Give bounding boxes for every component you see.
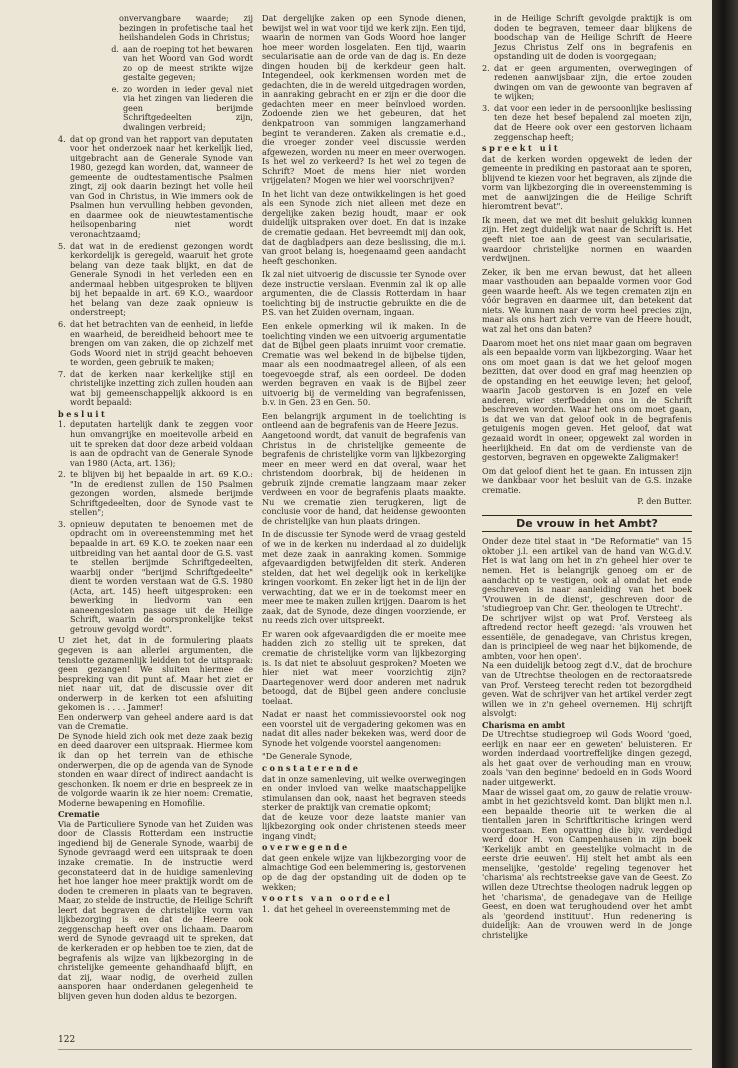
paragraph: De Utrechtse studiegroep wil Gods Woord 'goed, eerlijk en naar eer en geweten' beluisteren. Er worden inderdaad voortreffelijke dingen gezegd, als het gaat over de verhouding man en vrouw, zoals 'van den beginne' bedoeld en in Gods Woord nader uitgewerkt. bbox=[482, 729, 692, 788]
page-number: 122 bbox=[58, 1035, 76, 1045]
paragraph: Er waren ook afgevaardigden die er moeite mee hadden zich zo stellig uit te spreken, dat crematie de christelijke vorm van lijkbezorging is. Is dat niet te absoluut gesproken? Moeten we hier niet wat meer voorzichtig zijn? Daartegenover werd door anderen met nadruk betoogd, dat de Bijbel geen andere conclusie toelaat. bbox=[262, 628, 466, 706]
section-heading: Charisma en ambt bbox=[482, 719, 566, 730]
list-item: 2. te blijven bij het bepaalde in art. 69 K.O.: "In de eredienst zullen de 150 Psalmen gezongen worden, alsmede berijmde Schriftgedeelten, door de Synode vast te stellen"; bbox=[58, 469, 253, 518]
list-item: 1. deputaten hartelijk dank te zeggen voor hun omvangrijke en moeitevolle arbeid en uit te spreken dat door deze arbeid voldaan is aan de opdracht van de Generale Synode van 1980 (Acta, art. 136); bbox=[58, 419, 253, 468]
paragraph: Een onderwerp van geheel andere aard is dat van de Crematie. bbox=[58, 711, 253, 732]
paragraph: "De Generale Synode, bbox=[262, 751, 353, 762]
paragraph: Ik meen, dat we met dit besluit gelukkig kunnen zijn. Het zegt duidelijk wat naar de Schrift is. Het geeft niet toe aan de geest van secularisatie, waardoor christelijke normen en waarden verdwijnen. bbox=[482, 214, 692, 264]
besluit-label: besluit bbox=[58, 408, 108, 419]
paragraph: Daarom moet het ons niet maar gaan om begraven als een bepaalde vorm van lijkbezorging. Waar het ons om moet gaan is dat we het geloof mogen bezitten, dat over dood en graf mag heenzien op de opstanding en het eeuwige leven; het geloof, waarin Jacob gestorven is en Jozef en vele anderen, wier sterfbedden ons in de Schrift beschreven worden. Waar het ons om moet gaan, is dat we van dat geloof ook in de begrafenis getuigenis mogen geven. Het geloof, dat wat gezaaid wordt in oneer, opgewekt zal worden in heerlijkheid. En dat om de verdienste van de gestorven, begraven en opgewekte Zaligmaker! bbox=[482, 337, 692, 463]
paragraph: Onder deze titel staat in "De Reformatie" van 15 oktober j.l. een artikel van de hand van W.G.d.V. Het is wat lang om het in z'n geheel hier over te nemen. Het is belangrijk genoeg om er de aandacht op te vestigen, ook al omdat het ende geschreven is naar aanleiding van het boek 'Vrouwen in de dienst', geschreven door de 'studiegroep van Chr. Ger. theologen te Utrecht'. bbox=[482, 536, 692, 614]
list-item: 4. dat op grond van het rapport van deputaten voor het onderzoek naar het kerkelijk lied, uitgebracht aan de Generale Synode van 1980, gezegd kan worden, dat, wanneer de gemeente de oudtestamentische Psalmen zingt, zij ook daarin bezingt het volle heil van God in Christus, in Wie immers ook de Psalmen hun vervulling hebben gevonden, en daarmee ook de nieuwtestamentische heilsopenbaring niet wordt veronachtzaamd; bbox=[58, 133, 253, 240]
list-item: onvervangbare waarde; zij bezingen in profetische taal het heilshandelen Gods in Christus; bbox=[119, 13, 253, 43]
paragraph: In de discussie ter Synode werd de vraag gesteld of we in de kerken nu inderdaad al zo duidelijk met deze zaak in aanraking komen. Sommige afgevaardigden betwijfelden dit sterk. Anderen stelden, dat het wel degelijk ook in kerkelijke kringen voorkomt. En zeker ligt het in de lijn der verwachting, dat we er in de toekomst meer en meer mee te maken zullen krijgen. Daarom is het zaak, dat de Synode, deze dingen voorziende, er nu reeds zich over uitspreekt. bbox=[262, 529, 466, 626]
paragraph: dat geen enkele wijze van lijkbezorging voor de almachtige God een belemmering is, gestorvenen op de dag der opstanding uit de doden op te wekken; bbox=[262, 852, 466, 892]
paragraph: dat in onze samenleving, uit welke overwegingen en onder invloed van welke maatschappelijke stimulansen dan ook, naast het begraven steeds sterker de praktijk van crematie opkomt; bbox=[262, 773, 466, 813]
paragraph: Na een duidelijk betoog zegt d.V., dat de brochure van de Utrechtse theologen en de rectoraatsrede van Prof. Versteeg terecht reden tot bezorgdheid geven. Wat de schrijver van het artikel verder zegt willen we in z'n geheel overnemen. Hij schrijft alsvolgt: bbox=[482, 660, 692, 719]
paragraph: Een belangrijk argument in de toelichting is ontleend aan de begrafenis van de Heere Jezus. bbox=[262, 410, 466, 431]
list-item: 1. dat het geheel in overeenstemming met de bbox=[262, 903, 451, 914]
paragraph: Zeker, ik ben me ervan bewust, dat het alleen maar vasthouden aan bepaalde vormen voor God geen waarde heeft. Als we tegen crematen zijn en vóór begraven en daarmee uit, dan betekent dat niets. We kunnen naar de vorm heel precies zijn, maar als ons hart zich verre van de Heere houdt, wat zal het ons dan baten? bbox=[482, 266, 692, 334]
list-item: 3. dat voor een ieder in de persoonlijke beslissing ten deze het besef bepalend zal moeten zijn, dat de Heere ook over een gestorven lichaam zeggenschap heeft; bbox=[482, 102, 692, 142]
spreekt-uit-label: spreekt uit bbox=[482, 143, 561, 154]
overwegende-label: overwegende bbox=[262, 842, 350, 853]
list-item: 5. dat wat in de eredienst gezongen wordt kerkordelijk is geregeld, waaruit het grote belang van deze taak blijkt, en dat de Generale Synodi in het verleden een en andermaal hebben uitgesproken te blijven bij het bepaalde in art. 69 K.O., waardoor het belang van deze zaak opnieuw is onderstreept; bbox=[58, 240, 253, 318]
paragraph: Maar de wissel gaat om, zo gauw de relatie vrouw-ambt in het gezichtsveld komt. Dan blijkt men n.l. een bepaalde theorie uit te werken die al tientallen jaren in Schriftkritische kringen werd voorgestaan. Een opvatting die bijv. verdedigd werd door H. von Campenhausen in zijn boek 'Kerkelijk ambt en geestelijke volmacht in de eerste drie eeuwen'. Hij stelt het ambt als een menselijke, 'gestolde' regeling tegenover het 'charisma' als rechtstreekse gave van de Geest. Zo willen deze Utrechtse theologen nadruk leggen op het 'charisma', de genadegave van de Heilige Geest, en doen wat terughoudend over het ambt als 'geordend instituut'. Hun redenering is duidelijk: Aan de vrouwen werd in de jonge christelijke bbox=[482, 786, 692, 940]
column-2 bbox=[262, 14, 466, 916]
list-item: 7. dat de kerken naar kerkelijke stijl en christelijke inzetting zich zullen houden aan wat bij gemeenschappelijk akkoord is en wordt bepaald: bbox=[58, 368, 253, 408]
bottom-divider bbox=[58, 1049, 692, 1050]
paragraph: In het licht van deze ontwikkelingen is het goed als een Synode zich niet alleen met deze en dergelijke zaken bezig houdt, maar er ook duidelijk uitspraken over doet. En dat is inzake de crematie gedaan. Het bevreemdt mij dan ook, dat de dagbladpers aan deze beslissing, die m.i. van groot belang is, hoegenaamd geen aandacht heeft geschonken. bbox=[262, 188, 466, 266]
column-1 bbox=[58, 14, 253, 1001]
column-3 bbox=[482, 14, 692, 940]
paragraph: Een enkele opmerking wil ik maken. In de toelichting vinden we een uitvoerig argumentatie dat de Bijbel geen plaats inruimt voor crematie. Crematie was wel bekend in de bijbelse tijden, maar als een noodmaatregel alleen, of als een toegevoegde straf, als een oordeel. De doden werden begraven en vaak is de Bijbel zeer uitvoerig bij de vermelding van begrafenissen, b.v. in Gen. 23 en Gen. 50. bbox=[262, 320, 466, 408]
list-item: in de Heilige Schrift gevolgde praktijk is om doden te begraven, temeer daar blijkens de boodschap van de Heilige Schrift de Heere Jezus Christus Zelf ons in begrafenis en opstanding uit de doden is voorgegaan; bbox=[494, 13, 692, 62]
paragraph: U ziet het, dat in de formulering plaats gegeven is aan allerlei argumenten, die tenslotte gezamenlijk leidden tot de uitspraak: geen gezangen! We sluiten hiermee de bespreking van dit punt af. Maar het ziet er niet naar uit, dat de discussie over dit onderwerp in de kerken tot een afsluiting gekomen is . . . . Jammer! bbox=[58, 635, 253, 713]
section-heading: Crematie bbox=[58, 809, 100, 820]
paragraph: Via de Particuliere Synode van het Zuiden was door de Classis Rotterdam een instructie ingediend bij de Generale Synode, waarbij de Synode gevraagd werd een uitspraak te doen inzake crematie. In de instructie werd geconstateerd dat in de huidige samenleving het hoe langer hoe meer praktijk wordt om de doden te cremeren in plaats van te begraven. Maar, zo stelde de instructie, de Heilige Schrift leert dat begraven de christelijke vorm van lijkbezorging is en dat de Heere ook zeggenschap heeft over ons lichaam. Daarom werd de Synode gevraagd uit te spreken, dat de kerkeraden er op hebben toe te zien, dat de begrafenis als wijze van lijkbezorging in de christelijke gemeente gehandhaafd blijft, en dat zij, waar nodig, de overheid zullen aansporen haar onderdanen gelegenheid te blijven geven hun doden aldus te bezorgen. bbox=[58, 818, 253, 1001]
voorts-label: voorts van oordeel bbox=[262, 893, 393, 904]
list-item: 3. opnieuw deputaten te benoemen met de opdracht om in overeenstemming met het bepaalde in art. 69 K.O. te zoeken naar een uitbreiding van het aantal door de G.S. vast te stellen berijmde Schriftgedeelten, waarbij onder "berijmd Schriftgedeelte" dient te worden verstaan wat de G.S. 1980 (Acta, art. 145) heeft uitgesproken: een bewerking in liedvorm van een aaneengesloten passage uit de Heilige Schrift, waarin de oorspronkelijke tekst getrouw gevolgd wordt". bbox=[58, 518, 253, 634]
book-spine bbox=[712, 0, 738, 1068]
paragraph: De Synode hield zich ook met deze zaak bezig en deed daarover een uitspraak. Hiermee kom ik dan op het terrein van de ethische onderwerpen, die op de agenda van de Synode stonden en waar direct of indirect aandacht is geschonken. Ik noem er drie en bespreek ze in de volgorde waarin ik ze hier noem: Crematie, Moderne bewapening en Homofilie. bbox=[58, 730, 253, 808]
author-signature: P. den Butter. bbox=[637, 496, 692, 507]
paragraph: Aangetoond wordt, dat vanuit de begrafenis van Christus in de christelijke gemeente de begrafenis de christelijke vorm van lijkbezorging meer en meer werd en dat overal, waar het christendom doorbrak, bij de heidenen in gebruik zijnde crematie langzaam maar zeker verdween en voor de begrafenis plaats maakte. Nu we crematie zien terugkeren, ligt de conclusie voor de hand, dat heidense gewoonten de christelijke van hun plaats dringen. bbox=[262, 429, 466, 526]
paragraph: Ik zal niet uitvoerig de discussie ter Synode over deze instructie verslaan. Evenmin zal ik op alle argumenten, die de Classis Rotterdam in haar toelichting bij de instructie gebruikte en die de P.S. van het Zuiden overnam, ingaan. bbox=[262, 269, 466, 318]
constaterende-label: constaterende bbox=[262, 763, 361, 774]
list-item: d. aan de roeping tot het bewaren van het Woord van God wordt zo op de meest strikte wijze gestalte gegeven; bbox=[111, 43, 253, 83]
article-title: De vrouw in het Ambt? bbox=[482, 515, 692, 533]
paragraph: Om dat geloof dient het te gaan. En intussen zijn we dankbaar voor het besluit van de G.S. inzake crematie. bbox=[482, 465, 692, 495]
list-item: 6. dat het betrachten van de eenheid, in liefde en waarheid, de bereidheid behoort mee te brengen om van zaken, die op zichzelf met Gods Woord niet in strijd geacht behoeven te worden, geen gebruik te maken; bbox=[58, 318, 253, 368]
paragraph: Nadat er naast het commissievoorstel ook nog een voorstel uit de vergadering gekomen was en nadat dit alles nader bekeken was, werd door de Synode het volgende voorstel aangenomen: bbox=[262, 709, 466, 748]
paragraph: De schrijver wijst op wat Prof. Versteeg als aftredend rector heeft gezegd: 'als vrouwen het essentiële, de genadegave, van Christus kregen, dan is principieel de weg naar het bijkomende, de ambten, voor hen open'. bbox=[482, 612, 692, 661]
paragraph: Dat dergelijke zaken op een Synode dienen, bewijst wel in wat voor tijd we kerk zijn. Een tijd, waarin de normen van Gods Woord hoe langer hoe meer worden losgelaten. Een tijd, waarin secularisatie aan de orde van de dag is. En deze dingen houden bij de kerkdeur geen halt. Integendeel, ook kerkmensen worden met de gedachten, die in de wereld uitgedragen worden, in aanraking gebracht en er zijn er die door die gedachten meer en meer beïnvloed worden. Zodoende zien we het gebeuren, dat het denkpatroon van sommigen langzamerhand begint te veranderen. Zaken als crematie e.d., die vroeger zonder veel discussie werden afgewezen, worden nu meer en meer overwogen. Is het wel zo verkeerd? Is het wel zo tegen de Schrift? Moet de mens hier niet worden vrijgelaten? Mogen we hier wel voorschrijven? bbox=[262, 13, 466, 186]
paragraph: dat de keuze voor deze laatste manier van lijkbezorging ook onder christenen steeds meer ingang vindt; bbox=[262, 811, 466, 841]
list-item: e. zo worden in ieder geval niet via het zingen van liederen die geen berijmde Schriftgedeelten zijn, dwalingen verbreid; bbox=[111, 83, 253, 133]
list-item: 2. dat er geen argumenten, overwegingen of redenen aanwijsbaar zijn, die ertoe zouden dwingen om van de gewoonte van begraven af te wijken; bbox=[482, 62, 692, 102]
paragraph: dat de kerken worden opgewekt de leden der gemeente in prediking en pastoraat aan te sporen, blijvend te kiezen voor het begraven, als zijnde die vorm van lijkbezorging die in overeenstemming is met de aanwijzingen die de Heilige Schrift hieromtrent bevat". bbox=[482, 153, 692, 212]
